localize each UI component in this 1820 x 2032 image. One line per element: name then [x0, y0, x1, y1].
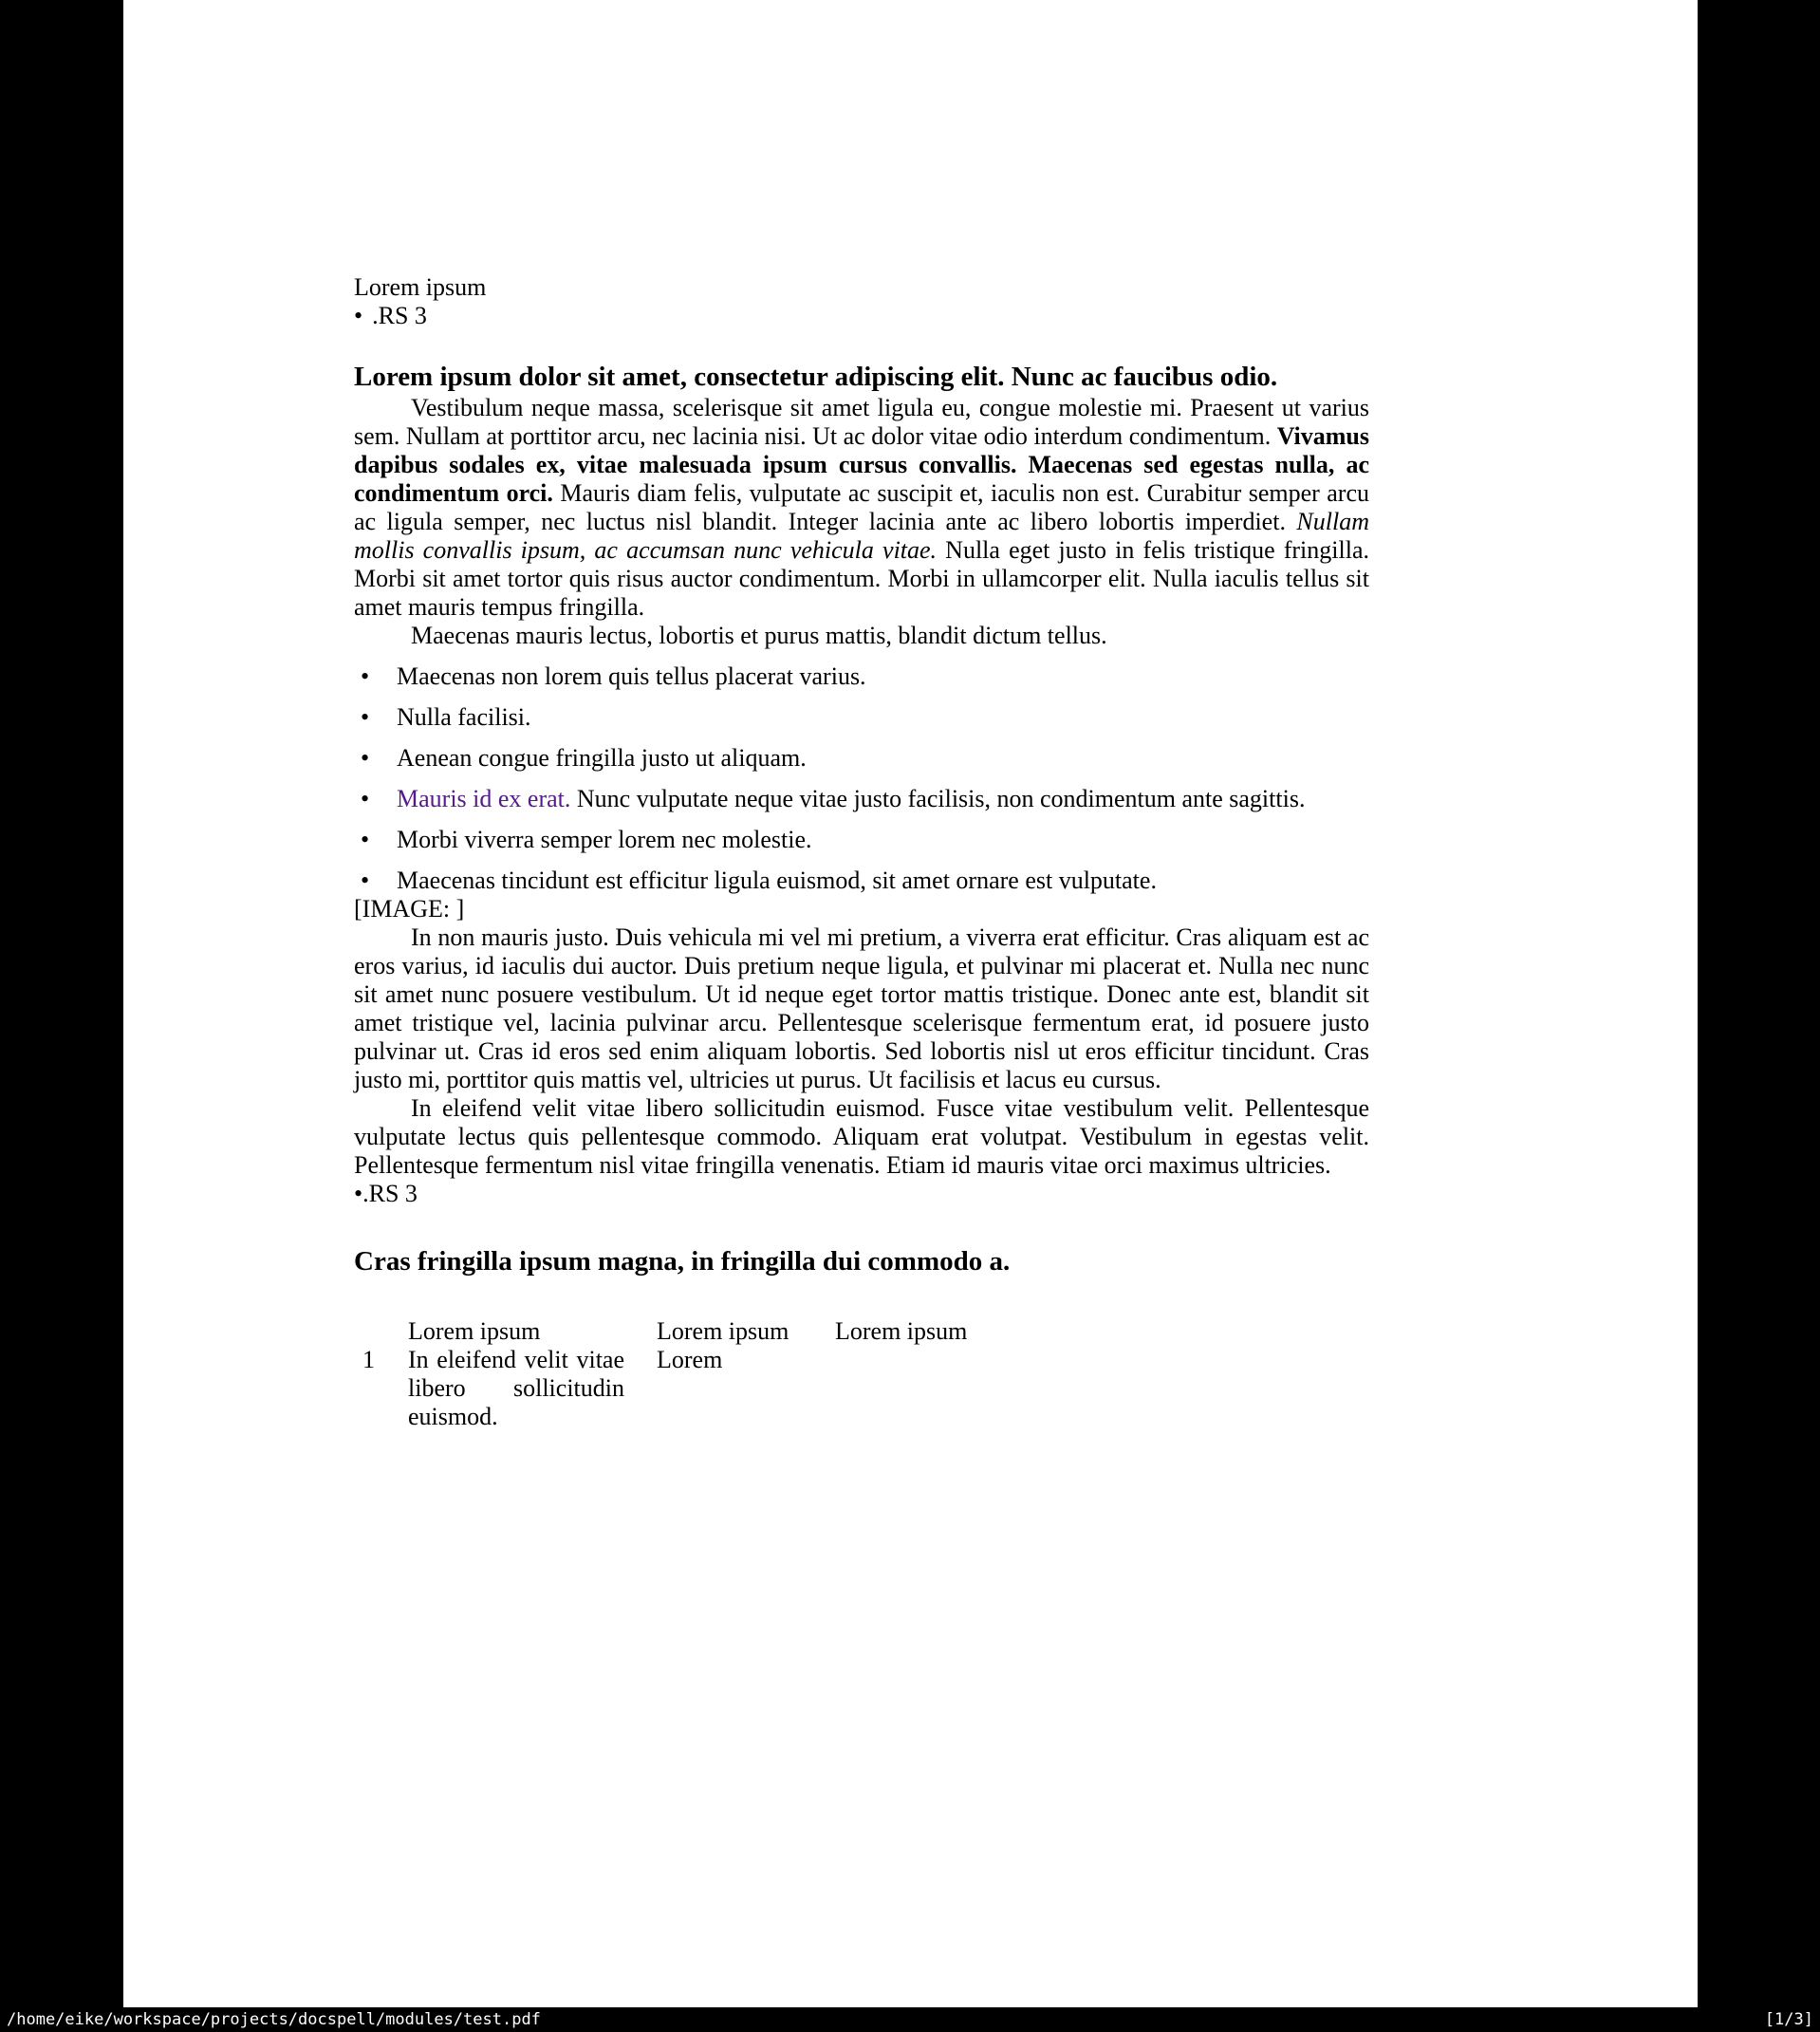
paragraph-1-run-5: Nulla eget justo in felis tristique fringilla. Morbi sit amet tortor quis risus auctor condimentum. Morbi in ullamcorper elit. Nulla iaculis tellus sit amet mauris tempus fringilla.: [354, 536, 1369, 621]
list-item-text: Maecenas tincidunt est efficitur ligula euismod, sit amet ornare est vulputate.: [397, 867, 1157, 894]
list-item-text: Aenean congue fringilla justo ut aliquam.: [397, 744, 807, 772]
bullet-icon: •: [361, 703, 370, 731]
bullet-icon: •: [361, 744, 370, 772]
table-corner-cell: [362, 1317, 408, 1346]
bullet-icon: •: [361, 662, 370, 690]
list-item: [354, 744, 1369, 773]
paragraph-1-run-4-italic: Nullam mollis convallis ipsum, ac accumsan nunc vehicula vitae.: [354, 508, 1369, 564]
table-row-number: 1: [362, 1346, 375, 1373]
paragraph-1: [354, 394, 1369, 622]
table-cell: [835, 1346, 1046, 1431]
data-table: [362, 1317, 1046, 1431]
bullet-icon: •: [361, 785, 370, 812]
rs-directive-text: .RS 3: [372, 302, 427, 329]
rs-directive-text: .RS 3: [362, 1180, 418, 1207]
mauris-id-ex-erat-link[interactable]: Mauris id ex erat.: [397, 785, 571, 812]
rs-directive-item: [354, 1180, 1369, 1208]
statusbar-filepath: /home/eike/workspace/projects/docspell/modules/test.pdf: [7, 2010, 541, 2029]
bullet-icon: •: [361, 826, 370, 853]
list-item: [354, 826, 1369, 854]
bullet-list: [354, 662, 1369, 895]
list-item: [354, 785, 1369, 813]
table-header-cell: Lorem ipsum: [657, 1317, 789, 1345]
page-content: [354, 0, 1369, 1431]
bullet-icon: •: [354, 1180, 363, 1207]
paragraph-4: In eleifend velit vitae libero sollicitudin euismod. Fusce vitae vestibulum velit. Pellentesque vulputate lectus quis pellentesque commodo. Aliquam erat volutpat. Vestibulum in egestas velit. Pellentesque fermentum nisl vitae fringilla venenatis. Etiam id mauris vitae orci maximus ultricies.: [354, 1094, 1369, 1179]
section-heading-2: Cras fringilla ipsum magna, in fringilla dui commodo a.: [354, 1246, 1011, 1277]
bullet-icon: •: [354, 302, 363, 329]
list-item: [354, 703, 1369, 732]
list-item-text: Nunc vulputate neque vitae justo facilisis, non condimentum ante sagittis.: [570, 785, 1306, 812]
paragraph-3: In non mauris justo. Duis vehicula mi vel mi pretium, a viverra erat efficitur. Cras aliquam est ac eros varius, id iaculis dui auctor. Duis pretium neque ligula, et pulvinar mi placerat et. Nulla nec nunc sit amet nunc posuere vestibulum. Ut id neque eget tortor mattis tristique. Donec ante est, blandit sit amet tristique vel, lacinia pulvinar arcu. Pellentesque scelerisque fermentum erat, id posuere justo pulvinar ut. Cras id eros sed enim aliquam lobortis. Sed lobortis nisl ut eros efficitur tincidunt. Cras justo mi, porttitor quis mattis vel, ultricies ut purus. Ut facilisis et lacus eu cursus.: [354, 923, 1369, 1093]
list-item: [354, 867, 1369, 895]
statusbar: [0, 2007, 1820, 2032]
table-cell: In eleifend velit vitae libero sollicitudin euismod.: [408, 1346, 624, 1430]
table-header-cell: Lorem ipsum: [408, 1317, 541, 1345]
rs-directive-item: [354, 302, 1369, 330]
paragraph-1-run-1: Vestibulum neque massa, scelerisque sit amet ligula eu, congue molestie mi. Praesent ut varius sem. Nullam at porttitor arcu, nec lacinia nisi. Ut ac dolor vitae odio interdum condimentum.: [354, 394, 1369, 450]
list-item-text: Nulla facilisi.: [397, 703, 531, 731]
table-header-cell: Lorem ipsum: [835, 1317, 968, 1345]
list-item-text: Maecenas non lorem quis tellus placerat varius.: [397, 662, 866, 690]
list-item-text: Morbi viverra semper lorem nec molestie.: [397, 826, 812, 853]
table-cell: Lorem: [657, 1346, 723, 1373]
paragraph-1-run-2-bold: Vivamus dapibus sodales ex, vitae malesuada ipsum cursus convallis. Maecenas sed egestas nulla, ac condimentum orci.: [354, 422, 1369, 507]
paragraph-2: Maecenas mauris lectus, lobortis et purus mattis, blandit dictum tellus.: [411, 622, 1107, 649]
intro-label: Lorem ipsum: [354, 273, 487, 301]
list-item: [354, 662, 1369, 691]
document-page: [123, 0, 1698, 2007]
image-placeholder: [IMAGE: ]: [354, 895, 465, 923]
paragraph-1-run-3: Mauris diam felis, vulputate ac suscipit et, iaculis non est. Curabitur semper arcu ac ligula semper, nec luctus nisl blandit. Integer lacinia ante ac libero lobortis imperdiet.: [354, 479, 1370, 535]
section-heading-1: Lorem ipsum dolor sit amet, consectetur adipiscing elit. Nunc ac faucibus odio.: [354, 362, 1278, 392]
statusbar-page-indicator: [1/3]: [1764, 2010, 1813, 2029]
bullet-icon: •: [361, 867, 370, 894]
